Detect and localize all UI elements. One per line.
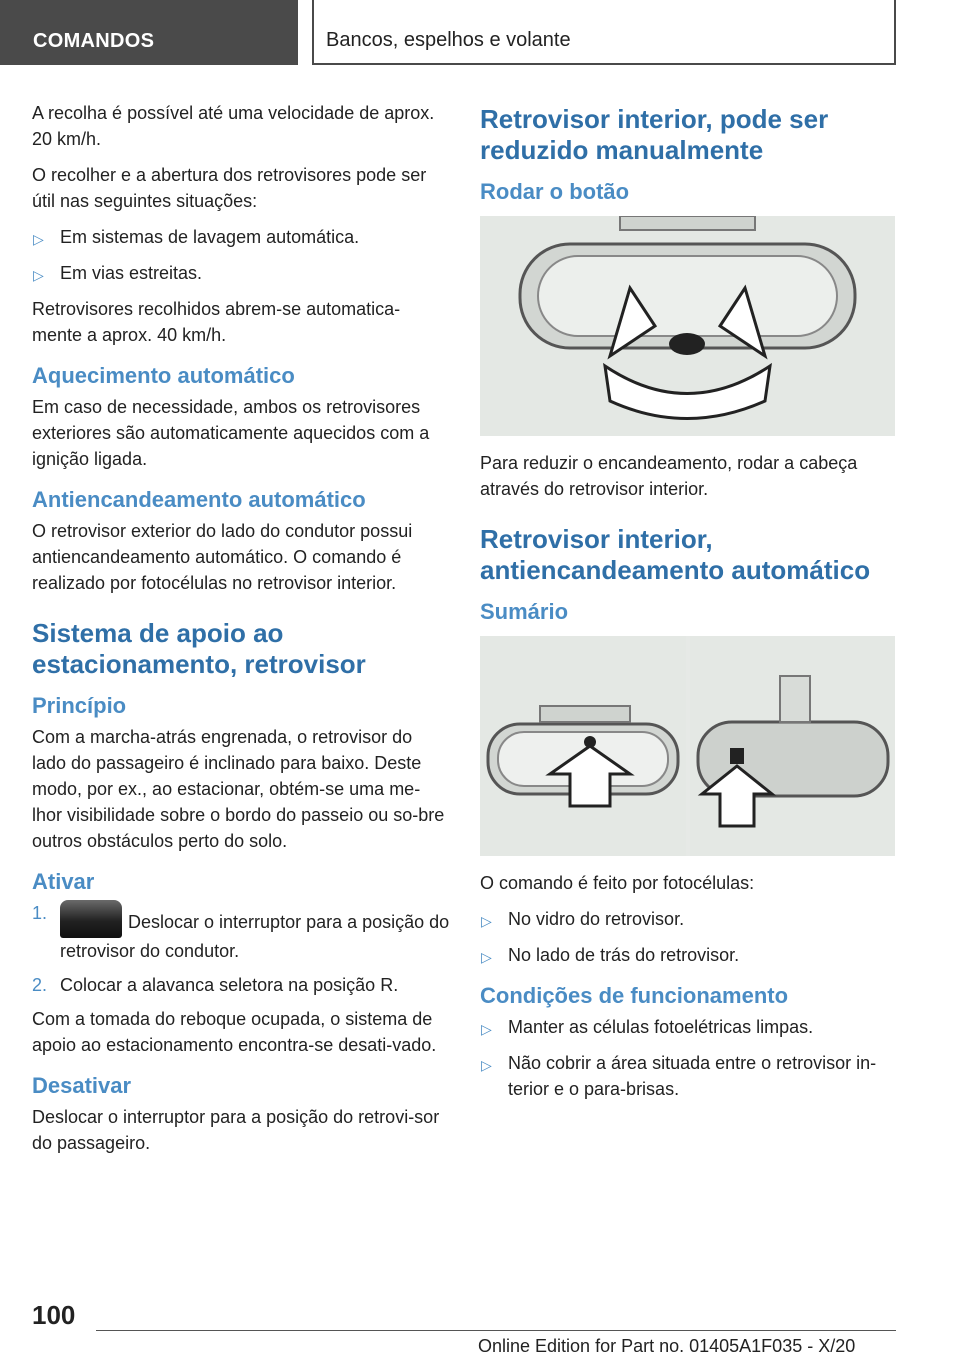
paragraph-principle: Com a marcha-atrás engrenada, o retrovisor do lado do passageiro é inclinado para baixo. Deste modo, por ex., ao estacionar, obtém-se uma me-lhor visibilidade sobre o bordo do passeio ou so-bre outros obstáculos perto do solo. — [32, 727, 445, 851]
triangle-right-icon: ▷ — [481, 949, 492, 965]
footer-edition: Online Edition for Part no. 01405A1F035 - X/20 — [478, 1336, 856, 1356]
header-title-box — [312, 0, 896, 65]
heading-auto-antidazzle: Antiencandeamento automático — [32, 487, 366, 512]
heading-principle: Princípio — [32, 693, 127, 718]
header-title: Bancos, espelhos e volante — [326, 29, 571, 51]
heading-auto-dimming: Retrovisor interior, antiencandeamento automático — [480, 524, 871, 585]
list-item-text: Manter as células fotoelétricas limpas. — [508, 1017, 814, 1037]
list-item — [32, 260, 450, 286]
heading-manual-dimming: Retrovisor interior, pode ser reduzido manualmente — [480, 104, 829, 165]
triangle-right-icon: ▷ — [481, 1057, 492, 1073]
activate-steps — [32, 900, 450, 998]
header-section-label: COMANDOS — [33, 30, 155, 52]
list-item — [480, 906, 898, 932]
paragraph-rotate: Para reduzir o encandeamento, rodar a cabeça através do retrovisor interior. — [480, 453, 858, 499]
header-section-tab — [0, 0, 298, 65]
heading-conditions: Condições de funcionamento — [480, 983, 789, 1008]
step-item — [32, 972, 450, 998]
heading-rotate-knob: Rodar o botão — [480, 179, 630, 204]
step-text: Colocar a alavanca seletora na posição R. — [60, 975, 399, 995]
step-text: Deslocar o interruptor para a posição do retrovisor do condutor. — [60, 912, 450, 961]
conditions-list — [480, 1014, 898, 1102]
paragraph-fold-speed: A recolha é possível até uma velocidade de aprox. 20 km/h. — [32, 103, 435, 149]
heading-deactivate: Desativar — [32, 1073, 132, 1098]
left-column — [32, 100, 450, 1166]
triangle-right-icon: ▷ — [33, 267, 44, 283]
fold-situations-list — [32, 224, 450, 286]
paragraph-fold-uses: O recolher e a abertura dos retrovisores pode ser útil nas seguintes situações: — [32, 165, 427, 211]
heading-activate: Ativar — [32, 869, 95, 894]
list-item-text: No vidro do retrovisor. — [508, 909, 685, 929]
list-item — [480, 1050, 898, 1102]
heading-parking-aid: Sistema de apoio ao estacionamento, retrovisor — [32, 618, 366, 679]
list-item — [480, 942, 898, 968]
step-number: 2. — [32, 975, 48, 995]
heading-summary: Sumário — [480, 599, 569, 624]
list-item-text: Não cobrir a área situada entre o retrovisor in-terior e o para-brisas. — [508, 1053, 877, 1099]
list-item-text: Em vias estreitas. — [60, 263, 203, 283]
list-item-text: No lado de trás do retrovisor. — [508, 945, 740, 965]
list-item-text: Em sistemas de lavagem automática. — [60, 227, 360, 247]
paragraph-photocells: O comando é feito por fotocélulas: — [480, 873, 755, 893]
paragraph-trailer: Com a tomada do reboque ocupada, o sistema de apoio ao estacionamento encontra-se desati-vado. — [32, 1009, 437, 1055]
right-column — [480, 100, 898, 1112]
triangle-right-icon: ▷ — [33, 231, 44, 247]
step-item — [32, 900, 450, 964]
page-number: 100 — [32, 1300, 76, 1330]
rotate-mirror-illustration — [480, 216, 895, 436]
triangle-right-icon: ▷ — [481, 913, 492, 929]
paragraph-auto-heating: Em caso de necessidade, ambos os retrovisores exteriores são automaticamente aquecidos com a ignição ligada. — [32, 397, 430, 469]
step-number: 1. — [32, 903, 48, 923]
photocell-locations-list — [480, 906, 898, 968]
triangle-right-icon: ▷ — [481, 1021, 492, 1037]
paragraph-auto-antidazzle: O retrovisor exterior do lado do condutor possui antiencandeamento automático. O comando é realizado por fotocélulas no retrovisor interior. — [32, 521, 413, 593]
photocell-illustration — [480, 636, 895, 856]
heading-auto-heating: Aquecimento automático — [32, 363, 295, 388]
footer-divider — [96, 1330, 896, 1331]
mirror-switch-icon — [60, 900, 122, 938]
list-item — [32, 224, 450, 250]
paragraph-deactivate: Deslocar o interruptor para a posição do retrovi-sor do passageiro. — [32, 1107, 440, 1153]
list-item — [480, 1014, 898, 1040]
paragraph-auto-open: Retrovisores recolhidos abrem-se automatica-mente a aprox. 40 km/h. — [32, 299, 401, 345]
